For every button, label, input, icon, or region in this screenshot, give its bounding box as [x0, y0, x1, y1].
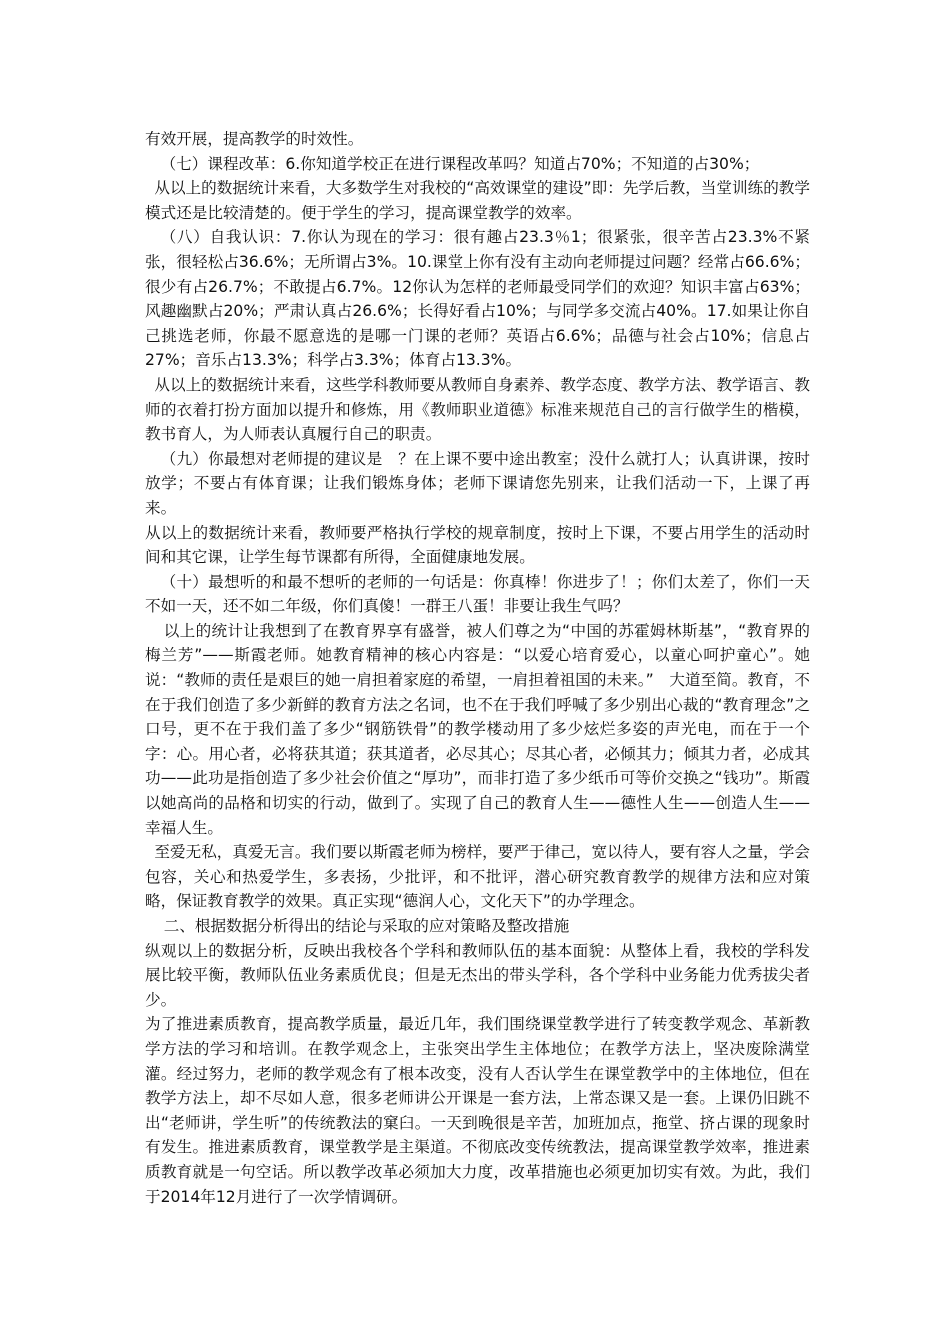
paragraph-suggestions-analysis: 从以上的数据统计来看，教师要严格执行学校的规章制度，按时上下课，不要占用学生的活动时间和其它课，让学生每节课都有所得，全面健康地发展。	[145, 523, 810, 567]
paragraph-curriculum-reform: （七）课程改革：6.你知道学校正在进行课程改革吗？知道占70%；不知道的占30%；	[160, 154, 760, 173]
paragraph-curriculum-analysis: 从以上的数据统计来看，大多数学生对我校的“高效课堂的建设”即：先学后教，当堂训练的教学模式还是比较清楚的。便于学生的学习，提高课堂教学的效率。	[145, 179, 810, 222]
paragraph-overview: 纵观以上的数据分析，反映出我校各个学科和教师队伍的基本面貌：从整体上看，我校的学科发展比较平衡，教师队伍业务素质优良；但是无杰出的带头学科，各个学科中业务能力优秀拔尖者少。	[145, 941, 810, 1009]
paragraph-continuation: 有效开展，提高教学的时效性。	[145, 130, 364, 148]
paragraph-quality-education: 为了推进素质教育，提高教学质量，最近几年，我们围绕课堂教学进行了转变教学观念、革新教学方法的学习和培训。在教学观念上，主张突出学生主体地位；在教学方法上，坚决废除满堂灌。经过努力，老师的教学观念有了根本改变，没有人否认学生在课堂教学中的主体地位，但在教学方法上，却不尽如人意，很多老师讲公开课是一套方法，上常态课又是一套。上课仍旧跳不出“老师讲，学生听”的传统教法的窠臼。一天到晚很是辛苦，加班加点，拖堂、挤占课的现象时有发生。推进素质教育，课堂教学是主渠道。不彻底改变传统教法，提高课堂教学效率，推进素质教育就是一句空话。所以教学改革必须加大力度，改革措施也必须更加切实有效。为此，我们于2014年12月进行了一次学情调研。	[145, 1015, 810, 1206]
paragraph-teacher-phrases: （十）最想听的和最不想听的老师的一句话是：你真棒！你进步了！；你们太差了，你们一天不如一天，还不如二年级，你们真傻！一群王八蛋！非要让我生气吗？	[145, 572, 810, 616]
paragraph-suggestions: （九）你最想对老师提的建议是 ？在上课不要中途出教室；没什么就打人；认真讲课，按时放学；不要占有体育课；让我们锻炼身体；老师下课请您先别来，让我们活动一下，上课了再来。	[145, 449, 810, 517]
document-body	[145, 127, 810, 1209]
paragraph-self-awareness-analysis: 从以上的数据统计来看，这些学科教师要从教师自身素养、教学态度、教学方法、教学语言、教师的衣着打扮方面加以提升和修炼，用《教师职业道德》标准来规范自己的言行做学生的楷模，教书育人，为人师表认真履行自己的职责。	[145, 375, 810, 444]
paragraph-self-awareness: （八）自我认识：7.你认为现在的学习：很有趣占23.3％1；很紧张，很辛苦占23.3%不紧张，很轻松占36.6%；无所谓占3%。10.课堂上你有没有主动向老师提过问题？经常占66.6%；很少有占26.7%；不敢提占6.7%。12你认为怎样的老师最受同学们的欢迎？知识丰富占63%；风趣幽默占20%；严肃认真占26.6%；长得好看占10%；与同学多交流占40%。17.如果让你自己挑选老师，你最不愿意选的是哪一门课的老师？英语占6.6%；品德与社会占10%；信息占27%；音乐占13.3%；科学占3.3%；体育占13.3%。	[145, 228, 810, 370]
section-heading-conclusions: 二、根据数据分析得出的结论与采取的应对策略及整改措施	[163, 917, 570, 935]
paragraph-sixia-teacher: 以上的统计让我想到了在教育界享有盛誉，被人们尊之为“中国的苏霍姆林斯基”，“教育界的梅兰芳”——斯霞老师。她教育精神的核心内容是：“以爱心培育爱心，以童心呵护童心”。她说：“教师的责任是艰巨的她一肩担着家庭的希望，一肩担着祖国的未来。” 大道至简。教育，不在于我们创造了多少新鲜的教育方法之名词，也不在于我们呼喊了多少别出心裁的“教育理念”之口号，更不在于我们盖了多少“钢筋铁骨”的教学楼动用了多少炫烂多姿的声光电，而在于一个字：心。用心者，必将获其道；获其道者，必尽其心；尽其心者，必倾其力；倾其力者，必成其功——此功是指创造了多少社会价值之“厚功”，而非打造了多少纸币可等价交换之“钱功”。斯霞以她高尚的品格和切实的行动，做到了。实现了自己的教育人生——德性人生——创造人生——幸福人生。	[145, 621, 810, 837]
paragraph-love-and-role-model: 至爱无私，真爱无言。我们要以斯霞老师为榜样，要严于律己，宽以待人，要有容人之量，学会包容，关心和热爱学生，多表扬，少批评，和不批评，潜心研究教育教学的规律方法和应对策略，保证教育教学的效果。真正实现“德润人心，文化天下”的办学理念。	[145, 843, 810, 911]
